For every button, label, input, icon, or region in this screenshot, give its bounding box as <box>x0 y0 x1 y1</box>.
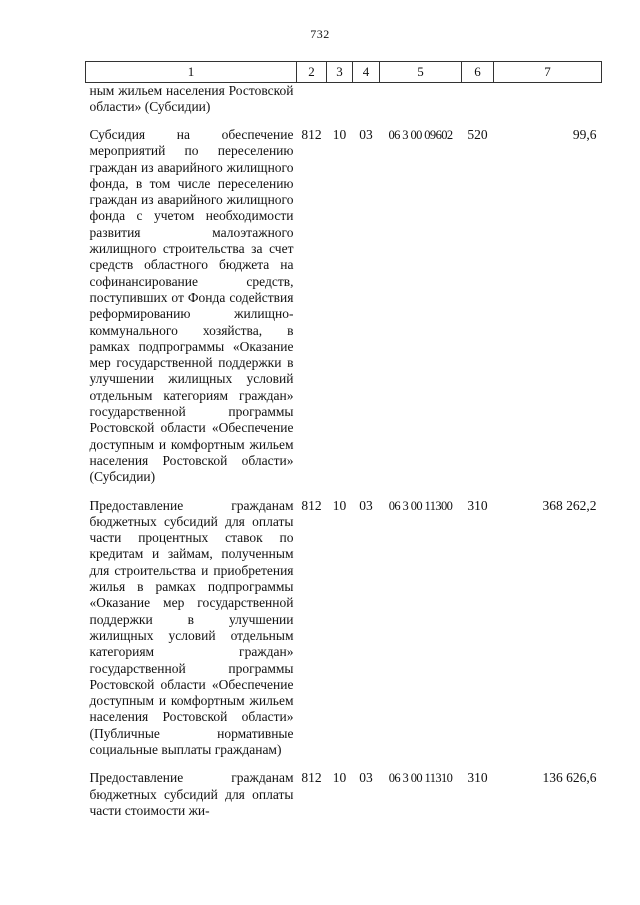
header-col-4: 4 <box>353 62 380 83</box>
row-amount: 99,6 <box>572 127 597 142</box>
header-col-7: 7 <box>494 62 602 83</box>
table-row <box>86 498 602 759</box>
page-number: 732 <box>310 27 330 41</box>
row-subsection: 03 <box>359 127 373 142</box>
row-section: 10 <box>332 127 347 142</box>
header-col-2: 2 <box>297 62 327 83</box>
budget-table <box>85 61 602 819</box>
row-expense-type <box>462 83 494 116</box>
row-subsection <box>353 83 380 116</box>
row-admin-code <box>297 83 327 116</box>
row-admin-code: 812 <box>301 127 322 142</box>
header-col-5: 5 <box>380 62 462 83</box>
table-row <box>86 83 602 116</box>
row-description: Предоставление гражданам бюджетных субсидий для оплаты части процентных ставок по кредитам и займам, полученным для строительства и приобретения жилья в рамках подпрограммы «Оказание мер государственной поддержки в улучшении жилищных условий отдельным категориям граждан» государственной программы Ростовской области «Обеспечение доступным и комфортным жильем населения Ростовской области» (Публичные нормативные социальные выплаты гражданам) <box>89 497 294 757</box>
row-subsection: 03 <box>359 770 373 786</box>
row-target-article <box>380 83 462 116</box>
row-target-article: 06 3 00 11310 <box>388 771 453 786</box>
row-description: Предоставление гражданам бюджетных субсидий для оплаты части стоимости жи- <box>89 770 294 818</box>
row-subsection: 03 <box>359 497 373 513</box>
table-row <box>86 770 602 819</box>
row-amount: 136 626,6 <box>542 770 597 786</box>
row-target-article: 06 3 00 11300 <box>388 498 453 513</box>
header-col-1: 1 <box>86 62 297 83</box>
header-col-3: 3 <box>327 62 353 83</box>
row-amount <box>494 83 602 116</box>
header-col-6: 6 <box>462 62 494 83</box>
row-expense-type: 520 <box>467 127 488 142</box>
row-amount: 368 262,2 <box>542 497 597 513</box>
table-row <box>86 127 602 486</box>
row-admin-code: 812 <box>301 497 322 513</box>
row-target-article: 06 3 00 09602 <box>388 128 453 142</box>
row-section <box>327 83 353 116</box>
row-section: 10 <box>332 770 347 786</box>
row-expense-type: 310 <box>467 497 488 513</box>
row-admin-code: 812 <box>301 770 322 786</box>
row-description: ным жильем населения Ростовской области» (Субсидии) <box>89 83 294 114</box>
row-description: Субсидия на обеспечение мероприятий по переселению граждан из аварийного жилищного фонда, в том числе переселению граждан из аварийного жилищного фонда с учетом необходимости развития малоэтажного жилищного строительства за счет средств областного бюджета на софинансирование средств, поступивших от Фонда содействия реформированию жилищно-коммунального хозяйства, в рамках подпрограммы «Оказание мер государственной поддержки в улучшении жилищных условий отдельным категориям граждан» государственной программы Ростовской области «Обеспечение доступным и комфортным жильем населения Ростовской области» (Субсидии) <box>89 127 294 485</box>
table-header <box>86 62 602 83</box>
row-expense-type: 310 <box>467 770 488 786</box>
row-section: 10 <box>332 497 347 513</box>
